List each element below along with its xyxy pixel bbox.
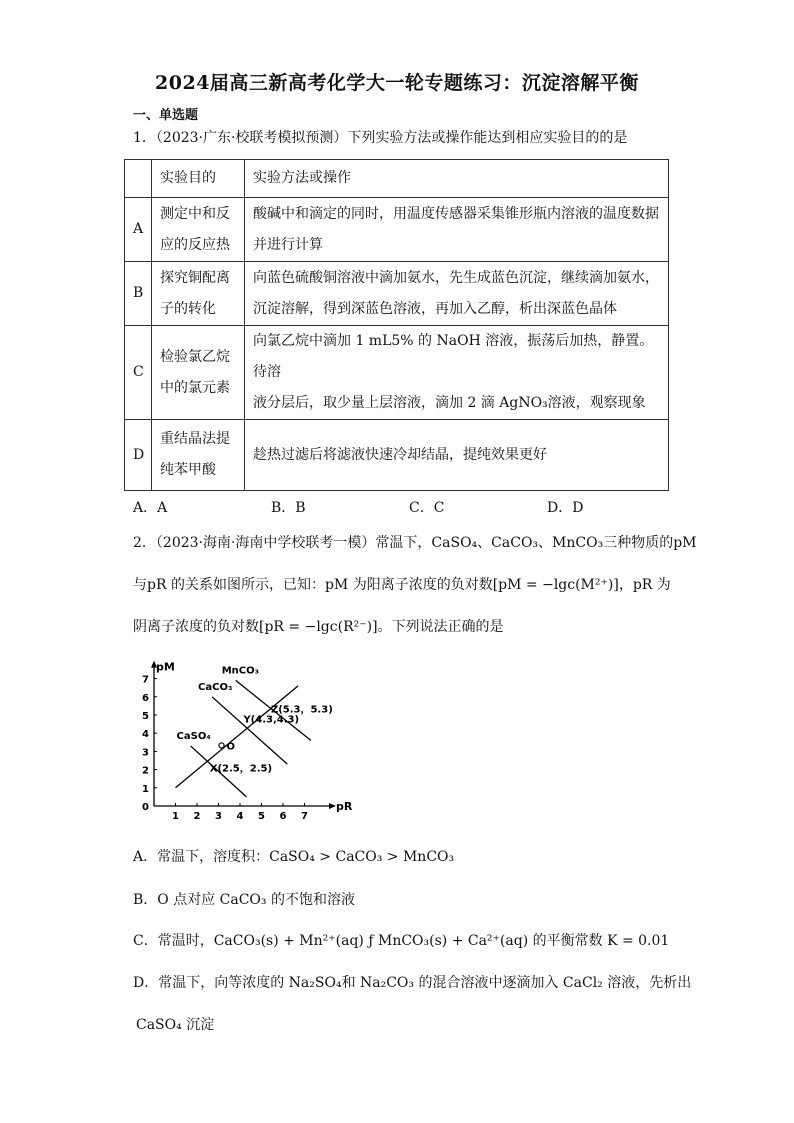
table-row (125, 420, 669, 491)
row-label: C (125, 326, 152, 420)
x-tick-label: 4 (236, 811, 244, 822)
table-corner-cell (125, 160, 152, 198)
table-header-method: 实验方法或操作 (245, 160, 669, 198)
y-tick-label: 1 (142, 783, 149, 795)
row-label: D (125, 420, 152, 491)
row-label: B (125, 262, 152, 326)
x-axis-label: pR (336, 800, 353, 813)
table-header-purpose: 实验目的 (152, 160, 245, 198)
row-purpose (152, 420, 245, 491)
series-label: MnCO₃ (221, 665, 259, 677)
method-line: 向氯乙烷中滴加 1 mL5% 的 NaOH 溶液，振荡后加热，静置。待溶 (253, 333, 654, 380)
row-method (245, 198, 669, 262)
question-1-choices (133, 497, 693, 517)
purpose-line: 检验氯乙烷 (160, 348, 230, 365)
y-tick-label: 5 (142, 711, 149, 722)
document-title: 2024届高三新高考化学大一轮专题练习：沉淀溶解平衡 (155, 72, 639, 94)
row-method (245, 420, 669, 491)
table-row (125, 198, 669, 262)
point-label: O (226, 741, 236, 753)
y-tick-label: 3 (142, 747, 149, 759)
purpose-line: 探究铜配离 (160, 269, 230, 286)
point-o-marker (219, 743, 224, 748)
question-2-line: 与pR 的关系如图所示，已知：pM 为阳离子浓度的负对数[pM = −lgc(M²⁺)]，pR 为 (133, 577, 671, 593)
y-tick-label: 6 (142, 692, 149, 704)
section-heading: 一、单选题 (133, 108, 199, 123)
table-row (125, 262, 669, 326)
y-tick-label: 7 (142, 674, 149, 686)
row-method (245, 262, 669, 326)
question-2-option-c: C．常温时，CaCO₃(s) + Mn²⁺(aq) ƒ MnCO₃(s) + Ca²⁺(aq) 的平衡常数 K = 0.01 (133, 933, 670, 949)
x-tick-label: 2 (193, 811, 201, 822)
row-purpose (152, 262, 245, 326)
choice-a: A．A (133, 500, 168, 516)
choice-b: B．B (271, 500, 306, 516)
y-tick-label: 4 (142, 729, 149, 741)
row-label: A (125, 198, 152, 262)
question-2-option-a: A．常温下，溶度积：CaSO₄ > CaCO₃ > MnCO₃ (133, 849, 455, 865)
method-line: 并进行计算 (253, 236, 323, 253)
series-label: CaSO₄ (176, 730, 211, 742)
x-tick-label: 3 (215, 811, 222, 822)
question-2-option-d: D．常温下，向等浓度的 Na₂SO₄和 Na₂CO₃ 的混合溶液中逐滴加入 CaCl₂ 溶液，先析出 (133, 975, 692, 991)
method-line: 向蓝色硫酸铜溶液中滴加氨水，先生成蓝色沉淀，继续滴加氨水， (253, 269, 659, 286)
table-row (125, 326, 669, 420)
point-label: Z(5.3，5.3) (270, 704, 333, 716)
series-label: CaCO₃ (198, 681, 233, 693)
row-purpose (152, 326, 245, 420)
purpose-line: 重结晶法提 (160, 431, 230, 447)
y-tick-label: 0 (142, 802, 149, 813)
question-1-table (124, 159, 669, 491)
point-label: X(2.5，2.5) (209, 763, 273, 775)
y-axis-label: pM (156, 660, 175, 674)
purpose-line: 中的氯元素 (160, 379, 230, 396)
purpose-line: 子的转化 (160, 300, 216, 317)
method-line: 酸碱中和滴定的同时，用温度传感器采集锥形瓶内溶液的温度数据 (253, 205, 659, 222)
method-line: 趁热过滤后将滤液快速冷却结晶，提纯效果更好 (253, 446, 547, 463)
x-axis-arrow (329, 803, 336, 809)
row-purpose (152, 198, 245, 262)
purpose-line: 应的反应热 (160, 236, 230, 253)
question-2-line: 阴离子浓度的负对数[pR = −lgc(R²⁻)]。下列说法正确的是 (133, 619, 504, 635)
method-line: 液分层后，取少量上层溶液，滴加 2 滴 AgNO₃溶液，观察现象 (253, 395, 646, 411)
method-line: 沉淀溶解，得到深蓝色溶液，再加入乙醇，析出深蓝色晶体 (253, 300, 617, 317)
choice-d: D．D (547, 500, 584, 516)
choice-c: C．C (409, 500, 445, 516)
question-1-stem: 1．（2023·广东·校联考模拟预测）下列实验方法或操作能达到相应实验目的的是 (133, 130, 628, 146)
question-2-line: 2．（2023·海南·海南中学校联考一模）常温下，CaSO₄、CaCO₃、MnCO₃三种物质的pM (133, 535, 697, 551)
question-2-option-d-cont: CaSO₄ 沉淀 (136, 1017, 215, 1033)
table-header-row (125, 160, 669, 198)
row-method (245, 326, 669, 420)
question-2-option-b: B．O 点对应 CaCO₃ 的不饱和溶液 (133, 892, 355, 908)
y-tick-label: 2 (142, 765, 149, 777)
x-tick-label: 5 (258, 811, 265, 822)
purpose-line: 测定中和反 (160, 205, 230, 222)
purpose-line: 纯苯甲酸 (160, 462, 216, 478)
x-tick-label: 6 (279, 811, 287, 822)
x-tick-label: 1 (172, 811, 179, 822)
x-tick-label: 7 (301, 811, 308, 822)
pm-pr-chart (140, 648, 360, 828)
point-label: Y(4.3,4.3) (243, 714, 300, 726)
